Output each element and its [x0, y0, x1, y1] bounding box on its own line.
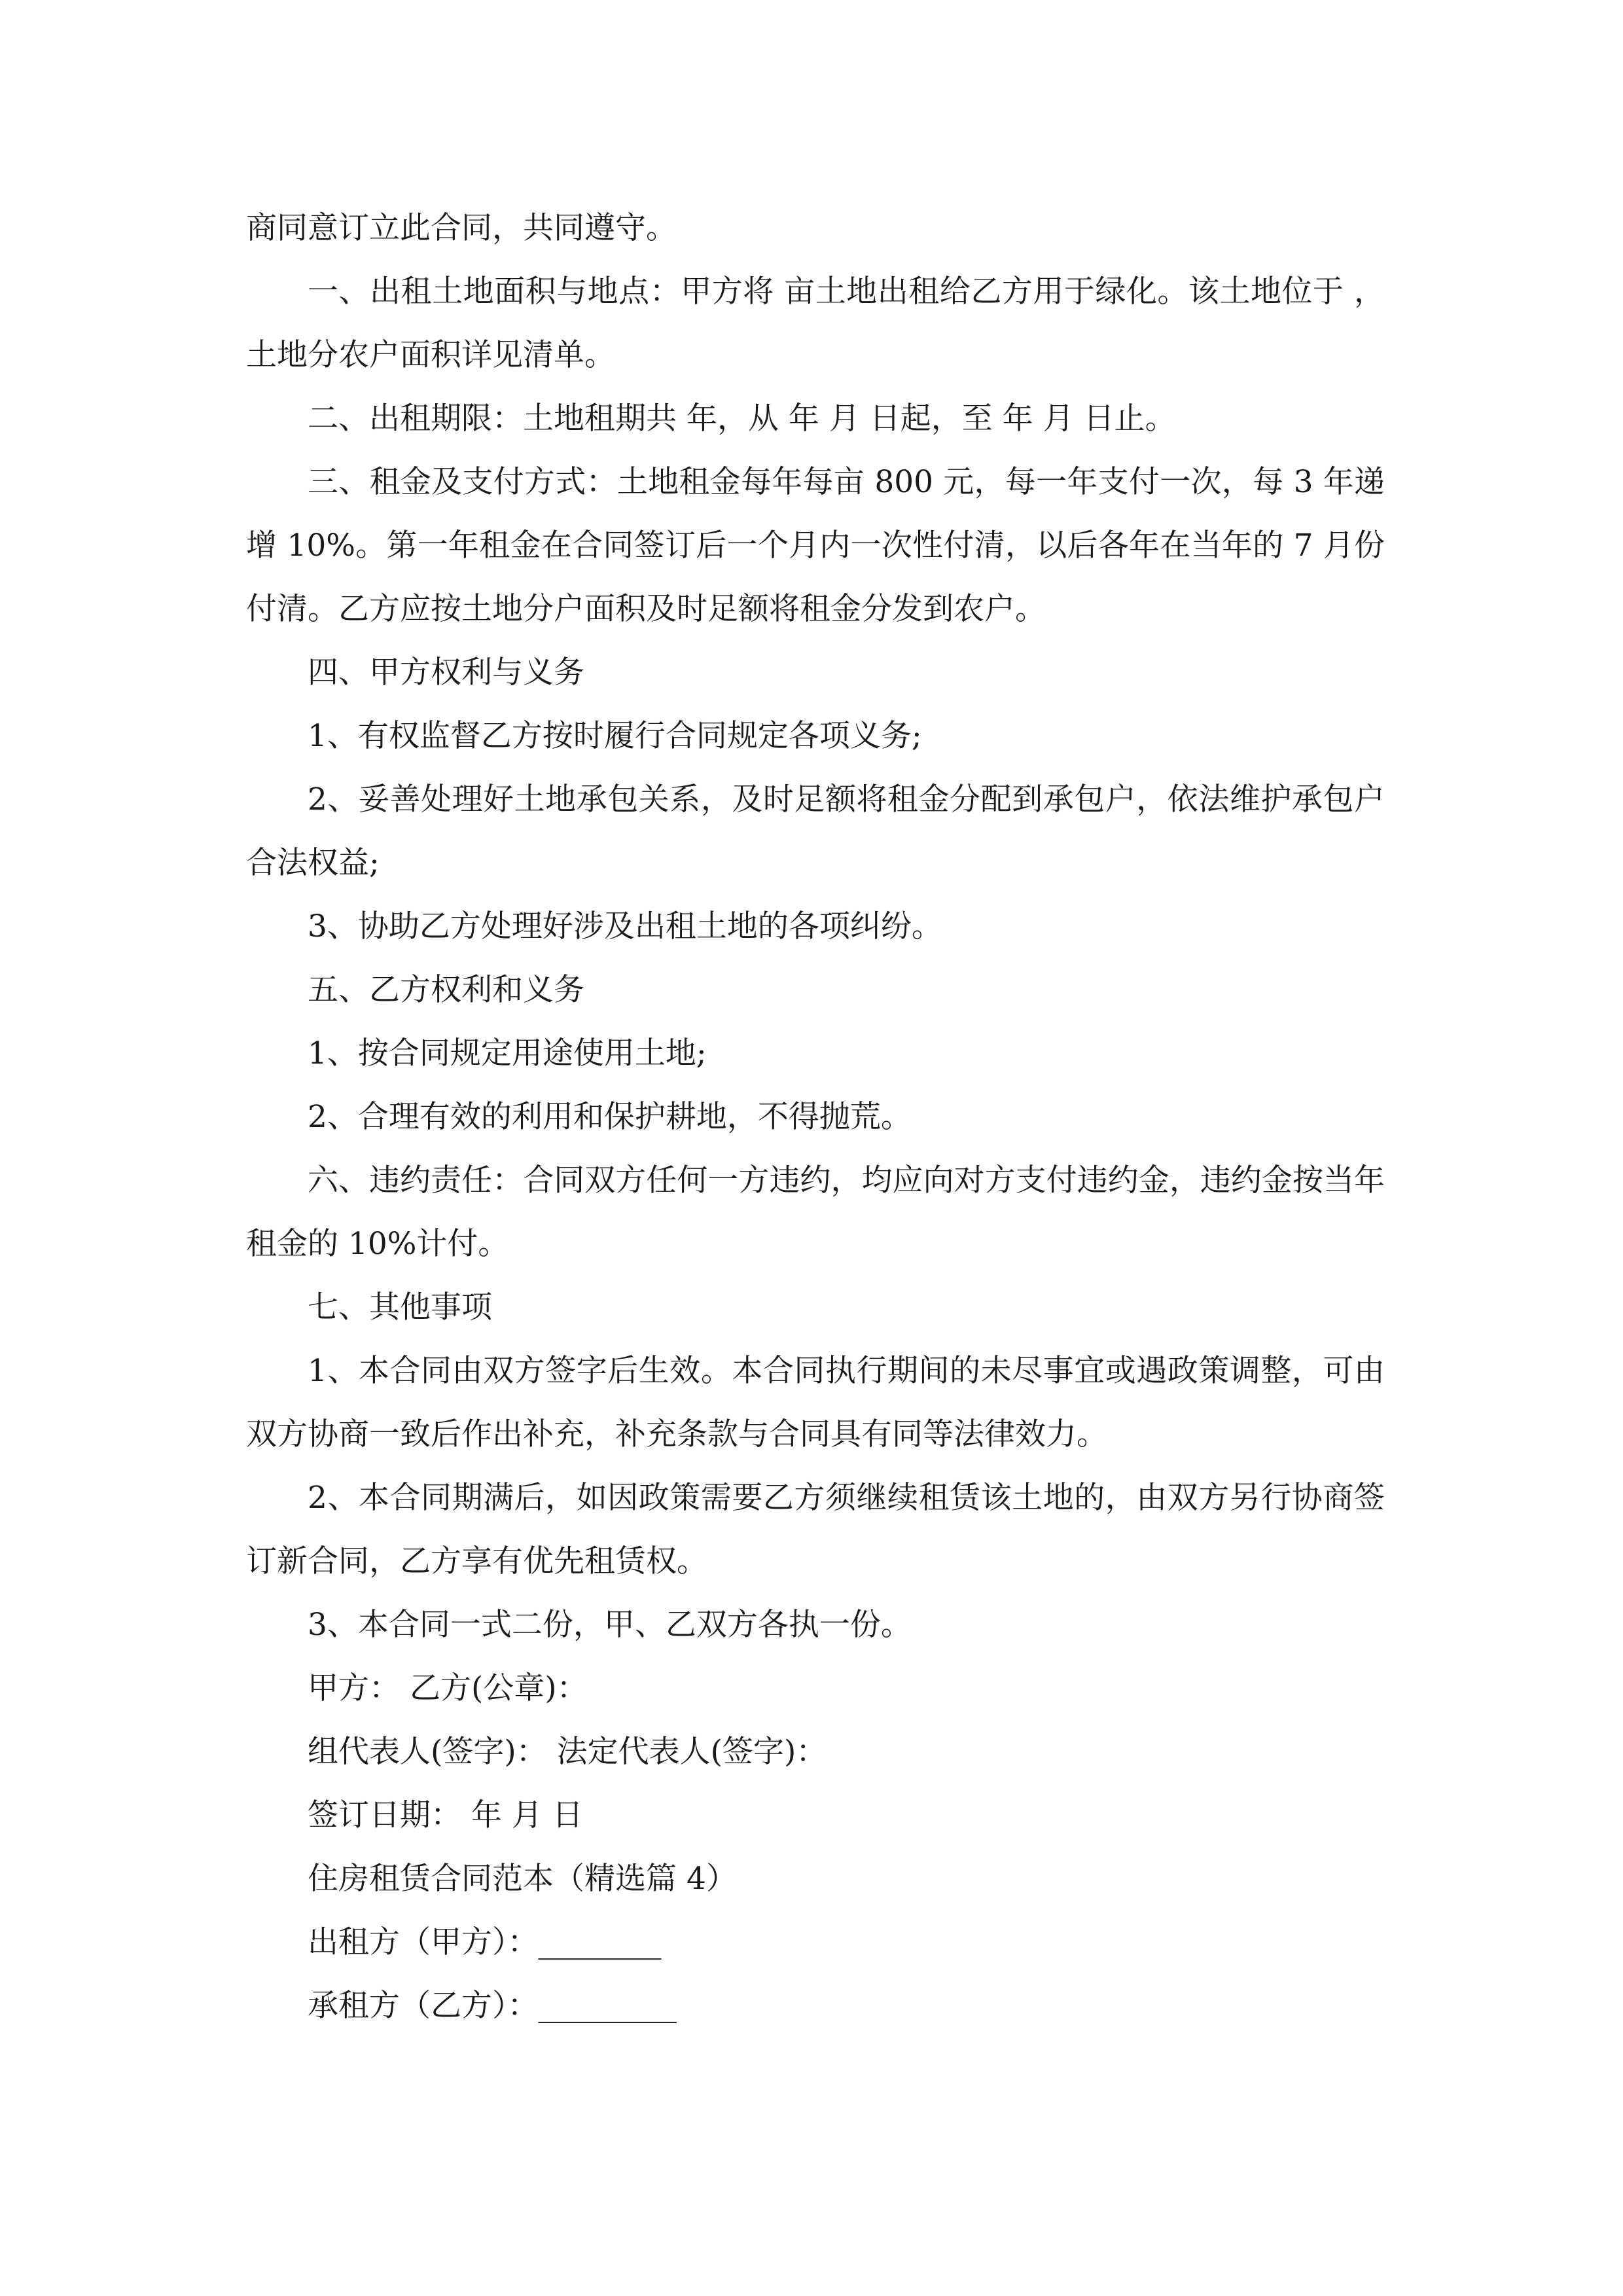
clause-5-heading: 五、乙方权利和义务: [308, 972, 584, 1008]
signature-representatives: 组代表人(签字)： 法定代表人(签字)：: [308, 1734, 827, 1770]
clause-7-item-1: 1、本合同由双方签字后生效。本合同执行期间的未尽事宜或遇政策调整，可由双方协商一致后作出补充，补充条款与合同具有同等法律效力。: [246, 1353, 1385, 1452]
lessor-line: 出租方（甲方）：________: [308, 1924, 662, 1960]
clause-4-item-2: 2、妥善处理好土地承包关系，及时足额将租金分配到承包户，依法维护承包户合法权益;: [246, 781, 1385, 881]
clause-4-heading: 四、甲方权利与义务: [308, 655, 584, 691]
clause-7-heading: 七、其他事项: [308, 1289, 492, 1325]
clause-7-item-3: 3、本合同一式二份，甲、乙双方各执一份。: [308, 1607, 912, 1643]
clause-5-item-2: 2、合理有效的利用和保护耕地，不得抛荒。: [308, 1099, 912, 1135]
clause-3-rent-payment: 三、租金及支付方式：土地租金每年每亩 800 元，每一年支付一次，每 3 年递增 10%。第一年租金在合同签订后一个月内一次性付清，以后各年在当年的 7 月份付清。乙方应按土地分户面积及时足额将租金分发到农户。: [246, 464, 1385, 627]
clause-6-breach: 六、违约责任：合同双方任何一方违约，均应向对方支付违约金，违约金按当年租金的 10%计付。: [246, 1162, 1385, 1262]
clause-7-item-2: 2、本合同期满后，如因政策需要乙方须继续租赁该土地的，由双方另行协商签订新合同，乙方享有优先租赁权。: [246, 1480, 1385, 1579]
clause-4-item-3: 3、协助乙方处理好涉及出租土地的各项纠纷。: [308, 908, 942, 944]
clause-1-land-area-location: 一、出租土地面积与地点：甲方将 亩土地出租给乙方用于绿化。该土地位于 ，土地分农户面积详见清单。: [246, 274, 1385, 373]
lessee-line: 承租方（乙方）：_________: [308, 1988, 677, 2024]
document-page: [246, 196, 1385, 2037]
signature-date: 签订日期： 年 月 日: [308, 1797, 583, 1833]
signature-parties: 甲方： 乙方(公章)：: [308, 1670, 588, 1706]
clause-2-lease-term: 二、出租期限：土地租期共 年，从 年 月 日起，至 年 月 日止。: [308, 401, 1176, 437]
next-contract-title: 住房租赁合同范本（精选篇 4）: [308, 1861, 737, 1897]
clause-4-item-1: 1、有权监督乙方按时履行合同规定各项义务;: [308, 718, 922, 754]
paragraph-intro-end: 商同意订立此合同，共同遵守。: [246, 210, 677, 246]
clause-5-item-1: 1、按合同规定用途使用土地;: [308, 1035, 707, 1071]
